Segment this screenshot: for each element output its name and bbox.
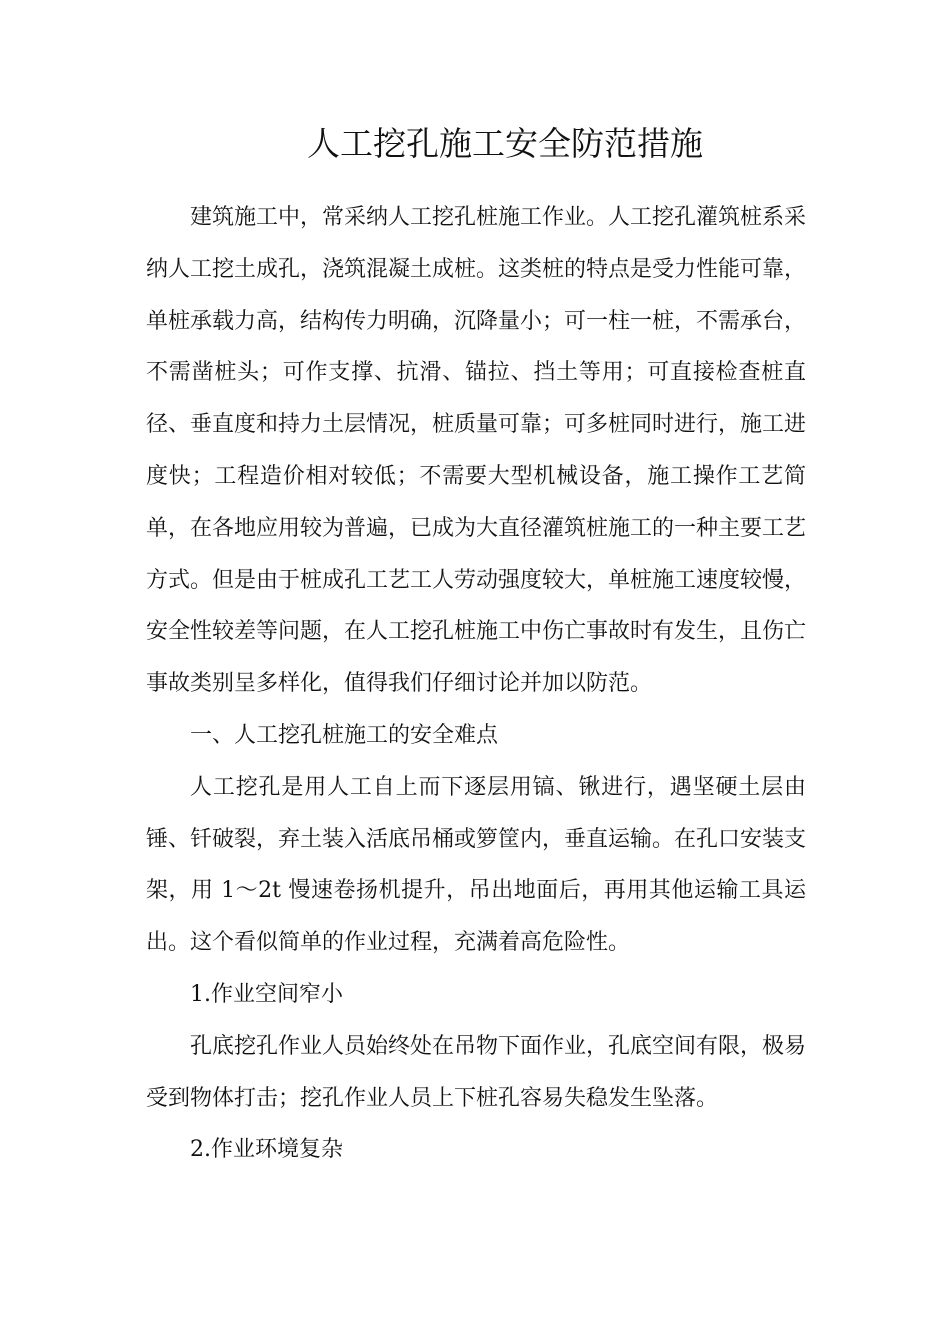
paragraph-narrow-space: 孔底挖孔作业人员始终处在吊物下面作业，孔底空间有限，极易受到物体打击；挖孔作业人员上下桩孔容易失稳发生坠落。 xyxy=(146,1033,807,1111)
document-title: 人工挖孔施工安全防范措施 xyxy=(307,124,703,163)
document-body xyxy=(146,192,806,1176)
subheading-narrow-space: 1.作业空间窄小 xyxy=(190,981,343,1007)
paragraph-excavation-process: 人工挖孔是用人工自上而下逐层用镐、锹进行，遇坚硬土层由锤、钎破裂，弃土装入活底吊桶或箩筐内，垂直运输。在孔口安装支架，用 1～2t 慢速卷扬机提升，吊出地面后，再用其他运输工具运出。这个看似简单的作业过程，充满着高危险性。 xyxy=(146,774,807,956)
section-heading-safety-difficulties: 一、人工挖孔桩施工的安全难点 xyxy=(190,722,499,748)
subheading-complex-environment: 2.作业环境复杂 xyxy=(190,1137,343,1163)
paragraph-intro: 建筑施工中，常采纳人工挖孔桩施工作业。人工挖孔灌筑桩系采纳人工挖土成孔，浇筑混凝土成桩。这类桩的特点是受力性能可靠，单桩承载力高，结构传力明确，沉降量小；可一柱一桩，不需承台，不需凿桩头；可作支撑、抗滑、锚拉、挡土等用；可直接检查桩直径、垂直度和持力土层情况，桩质量可靠；可多桩同时进行，施工进度快；工程造价相对较低；不需要大型机械设备，施工操作工艺简单，在各地应用较为普遍，已成为大直径灌筑桩施工的一种主要工艺方式。但是由于桩成孔工艺工人劳动强度较大，单桩施工速度较慢，安全性较差等问题，在人工挖孔桩施工中伤亡事故时有发生，且伤亡事故类别呈多样化，值得我们仔细讨论并加以防范。 xyxy=(146,205,807,697)
